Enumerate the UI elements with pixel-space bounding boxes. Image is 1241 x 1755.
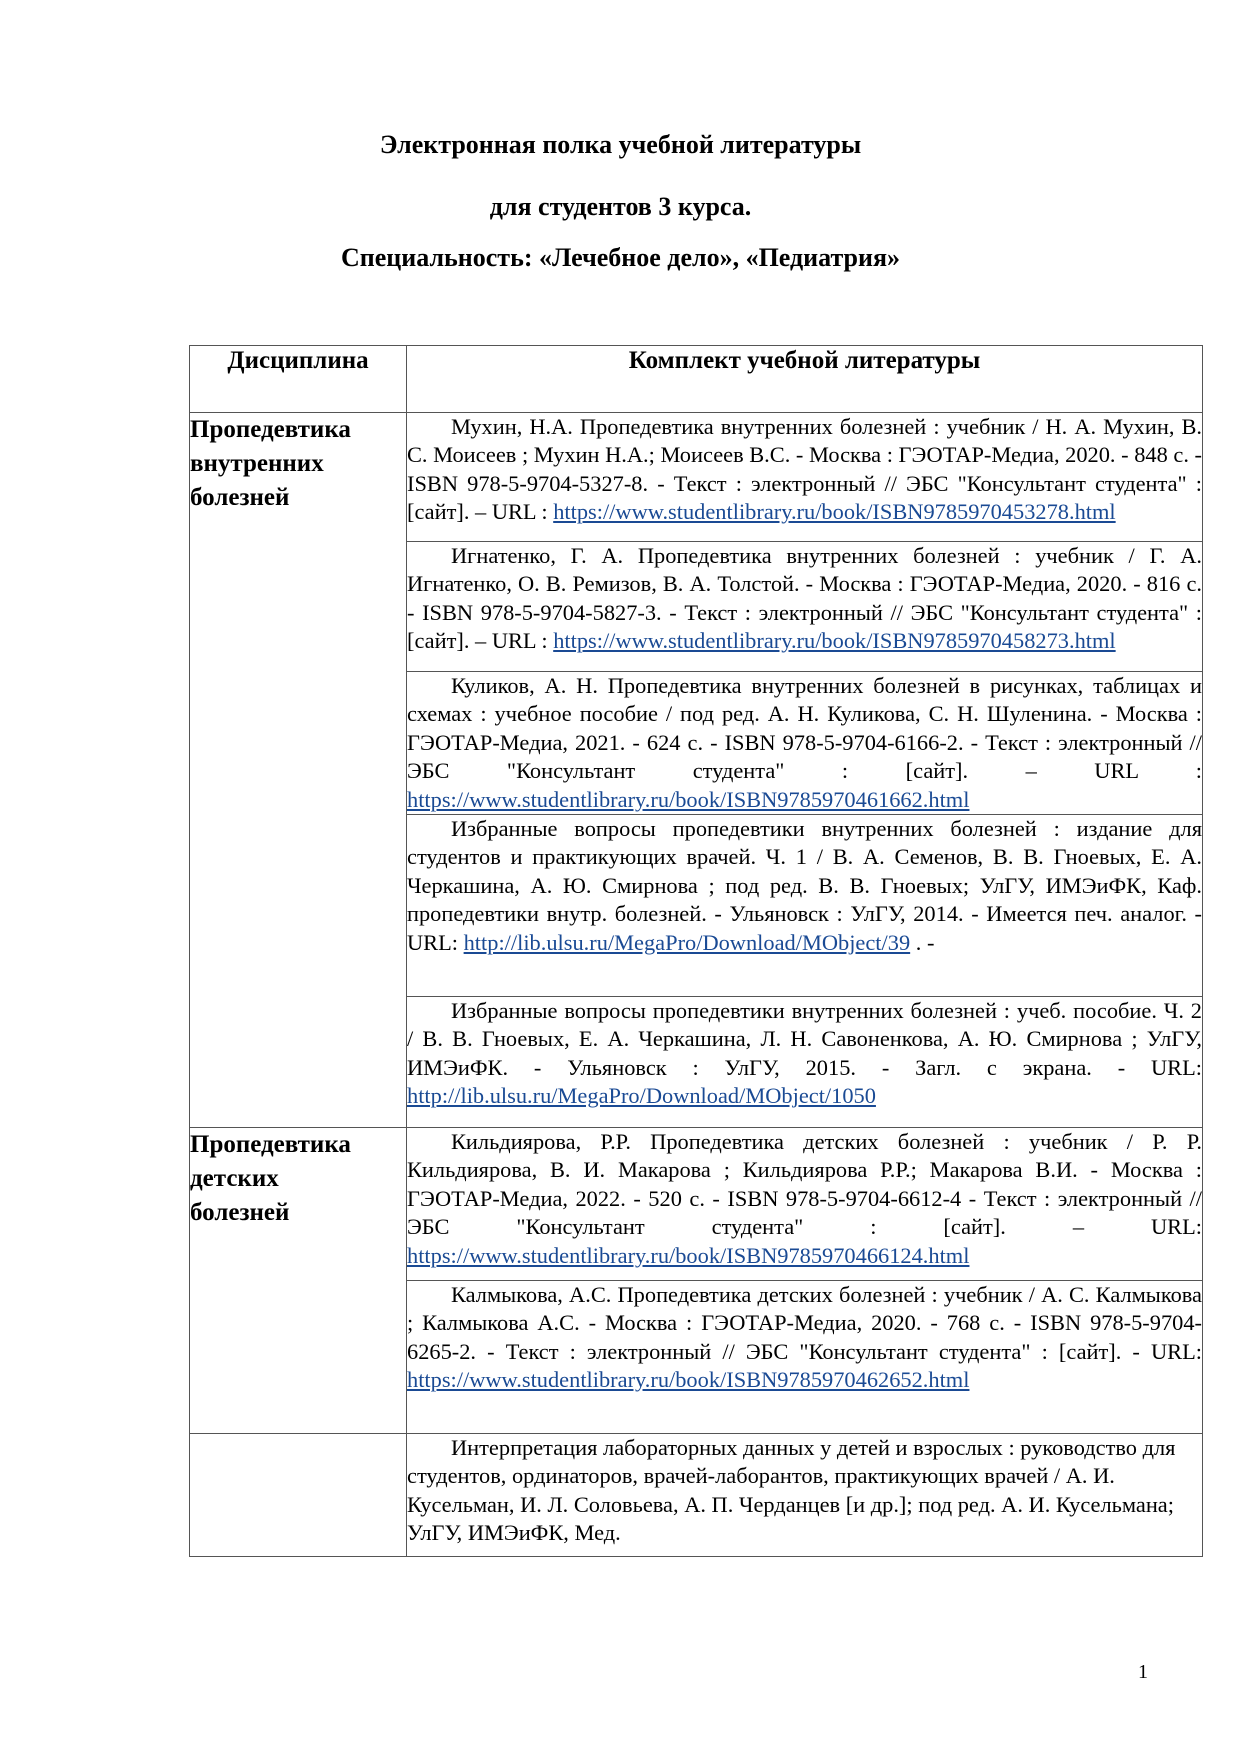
- column-header-literature: Комплект учебной литературы: [407, 346, 1203, 413]
- reference-cell: [407, 413, 1203, 542]
- reference-cell: [407, 1128, 1203, 1281]
- table-row: [190, 413, 1203, 542]
- reference-link[interactable]: https://www.studentlibrary.ru/book/ISBN9785970462652.html: [407, 1367, 970, 1393]
- discipline-line: болезней: [190, 1199, 290, 1227]
- reference-link[interactable]: http://lib.ulsu.ru/MegaPro/Download/MObject/1050: [407, 1083, 876, 1109]
- discipline-cell-empty: [190, 1434, 407, 1557]
- document-subtitle: для студентов 3 курса.: [489, 192, 752, 221]
- reference-cell: [407, 815, 1203, 997]
- reference-text: Калмыкова, А.С. Пропедевтика детских болезней : учебник / А. С. Калмыкова ; Калмыкова А.С. - Москва : ГЭОТАР-Медиа, 2020. - 768 с. - ISBN 978-5-9704-6265-2. - Текст : электронный // ЭБС "Консультант студента" : [сайт]. - URL:: [407, 1282, 1202, 1364]
- column-header-discipline: Дисциплина: [190, 346, 407, 413]
- reference-link[interactable]: https://www.studentlibrary.ru/book/ISBN9785970458273.html: [553, 628, 1116, 654]
- document-title: Электронная полка учебной литературы: [379, 130, 862, 159]
- reference-text: Куликов, А. Н. Пропедевтика внутренних болезней в рисунках, таблицах и схемах : учебное пособие / под ред. А. Н. Куликова, С. Н. Шуленина. - Москва : ГЭОТАР-Медиа, 2021. - 624 с. - ISBN 978-5-9704-6166-2. - Текст : электронный // ЭБС "Консультант студента" : [сайт]. – URL :: [407, 673, 1202, 784]
- discipline-line: внутренних: [190, 450, 324, 477]
- page-number: 1: [1138, 1661, 1148, 1683]
- discipline-line: болезней: [190, 484, 290, 511]
- discipline-line: детских: [190, 1165, 279, 1193]
- reference-link[interactable]: https://www.studentlibrary.ru/book/ISBN9785970453278.html: [553, 499, 1116, 525]
- reference-text: Игнатенко, Г. А. Пропедевтика внутренних болезней : учебник / Г. А. Игнатенко, О. В. Ремизов, В. А. Толстой. - Москва : ГЭОТАР-Медиа, 2020. - 816 с. - ISBN 978-5-9704-5827-3. - Текст : электронный // ЭБС "Консультант студента" : [сайт]. – URL :: [407, 543, 1202, 654]
- reference-cell: [407, 1281, 1203, 1434]
- reference-link[interactable]: https://www.studentlibrary.ru/book/ISBN9785970461662.html: [407, 786, 970, 812]
- discipline-cell-internal: [190, 413, 407, 1128]
- reference-tail: . -: [910, 929, 935, 955]
- reference-text: Мухин, Н.А. Пропедевтика внутренних болезней : учебник / Н. А. Мухин, В. С. Моисеев ; Мухин Н.А.; Моисеев В.С. - Москва : ГЭОТАР-Медиа, 2020. - 848 с. - ISBN 978-5-9704-5327-8. - Текст : электронный // ЭБС "Консультант студента" : [сайт]. – URL :: [407, 414, 1202, 525]
- table-header-row: [190, 346, 1203, 413]
- reference-text: Избранные вопросы пропедевтики внутренних болезней : издание для студентов и практикующих врачей. Ч. 1 / В. А. Семенов, В. В. Гноевых, Е. А. Черкашина, А. Ю. Смирнова ; под ред. В. В. Гноевых; УлГУ, ИМЭиФК, Каф. пропедевтики внутр. болезней. - Ульяновск : УлГУ, 2014. - Имеется печ. аналог. - URL:: [407, 816, 1202, 955]
- reference-text: Кильдиярова, Р.Р. Пропедевтика детских болезней : учебник / Р. Р. Кильдиярова, В. И. Макарова ; Кильдиярова Р.Р.; Макарова В.И. - Москва : ГЭОТАР-Медиа, 2022. - 520 с. - ISBN 978-5-9704-6612-4 - Текст : электронный // ЭБС "Консультант студента" : [сайт]. – URL:: [407, 1129, 1202, 1240]
- literature-table: [189, 345, 1203, 1557]
- reference-link[interactable]: https://www.studentlibrary.ru/book/ISBN9785970466124.html: [407, 1242, 970, 1268]
- reference-cell: [407, 997, 1203, 1128]
- table-row: [190, 1128, 1203, 1281]
- reference-cell: [407, 1434, 1203, 1557]
- document-specialty: Специальность: «Лечебное дело», «Педиатрия»: [340, 243, 901, 272]
- reference-text: Интерпретация лабораторных данных у детей и взрослых : руководство для студентов, ординаторов, врачей-лаборантов, практикующих врачей / А. И. Кусельман, И. Л. Соловьева, А. П. Черданцев [и др.]; под ред. А. И. Кусельмана; УлГУ, ИМЭиФК, Мед.: [407, 1435, 1176, 1546]
- discipline-cell-pediatric: [190, 1128, 407, 1434]
- discipline-line: Пропедевтика: [190, 416, 351, 443]
- reference-cell: [407, 542, 1203, 672]
- reference-link[interactable]: http://lib.ulsu.ru/MegaPro/Download/MObject/39: [463, 929, 911, 955]
- reference-text: Избранные вопросы пропедевтики внутренних болезней : учеб. пособие. Ч. 2 / В. В. Гноевых, Е. А. Черкашина, Л. Н. Савоненкова, А. Ю. Смирнова ; УлГУ, ИМЭиФК. - Ульяновск : УлГУ, 2015. - Загл. с экрана. - URL:: [407, 998, 1202, 1080]
- table-row: [190, 1434, 1203, 1557]
- discipline-line: Пропедевтика: [190, 1131, 351, 1159]
- reference-cell: [407, 672, 1203, 815]
